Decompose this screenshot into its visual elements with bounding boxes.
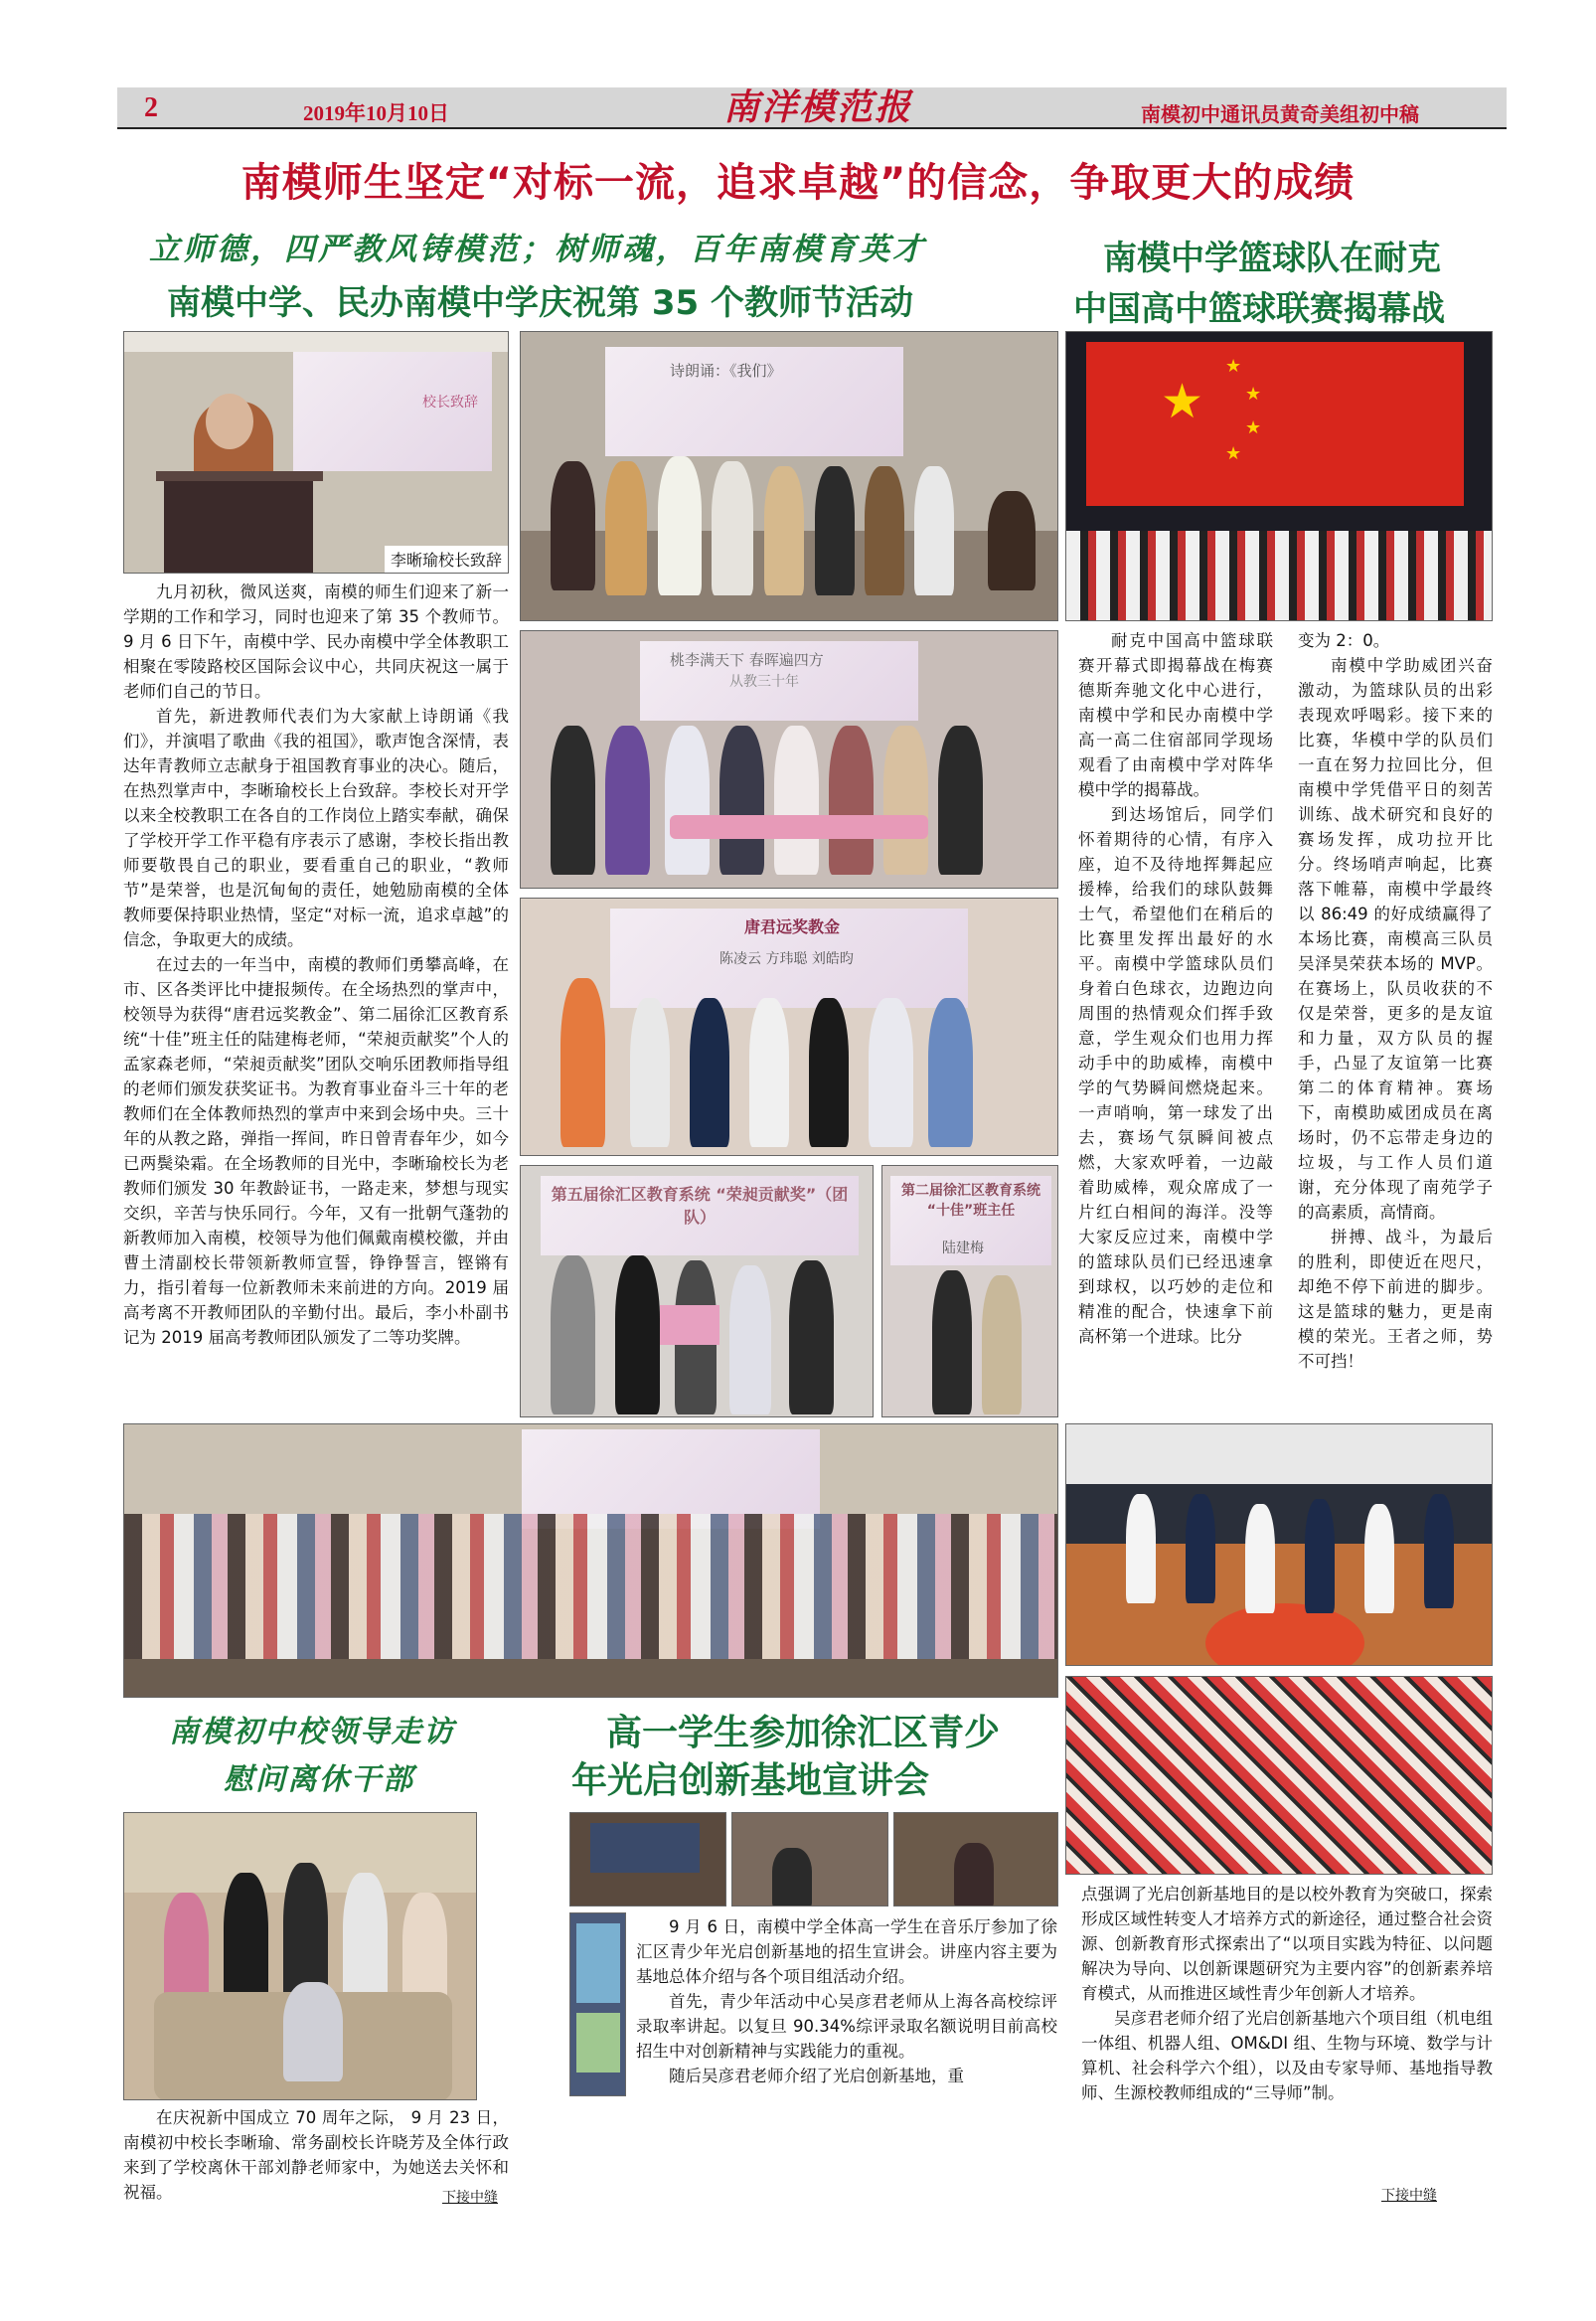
paragraph: 拼搏、战斗，为最后的胜利，即使近在咫尺，却绝不停下前进的脚步。这是篮球的魅力，更是南模的荣光。王者之师，势不可挡！ [1298,1228,1493,1371]
photo-screen-text: 桃李满天下 春晖遍四方 [670,651,824,669]
paragraph: 变为 2：0。 [1298,631,1390,650]
photo-poem-recital [520,331,1058,621]
paragraph: 9 月 6 日，南模中学全体高一学生在音乐厅参加了徐汇区青少年光启创新基地的招生宣讲会。讲座内容主要为基地总体介绍与各个项目组活动介绍。 [636,1917,1057,1986]
paragraph: 南模中学助威团兴奋激动，为篮球队员的出彩表现欢呼喝彩。接下来的比赛，华模中学的队员们一直在努力拉回比分，但南模中学凭借平日的刻苦训练、战术研究和良好的赛场发挥，成功拉开比分。终场哨声响起，比赛落下帷幕，南模中学最终以 86:49 的好成绩赢得了本场比赛，南模高三队员吴泽昊荣获本场的 MVP。在赛场上，队员收获的不仅是荣誉，更多的是友谊和力量，双方队员的握手，凸显了友谊第一比赛第二的体育精神。赛场下，南模助威团成员在离场时，仍不忘带走身边的垃圾，与工作人员们道谢，充分体现了南苑学子的高素质，高情商。 [1298,656,1493,1222]
article3-title-line1: 南模初中校领导走访 [169,1715,455,1749]
photo-basketball-flag: ★ ★ ★ ★ ★ [1065,331,1493,621]
article4-title-line2: 年光启创新基地宣讲会 [571,1760,930,1801]
photo-cheering-crowd [1065,1676,1493,1875]
photo-basketball-game [1065,1423,1493,1666]
article4-body [636,1914,1057,2088]
photo-screen-names: 陈凌云 方玮聪 刘皓昀 [719,951,854,967]
photo-screen-subtext: 从教三十年 [729,674,799,690]
main-headline: 南模师生坚定“对标一流，追求卓越”的信念，争取更大的成绩 [240,160,1356,206]
continued-link[interactable]: 下接中缝 [1381,2188,1437,2204]
photo-caption: 李晰瑜校长致辞 [385,546,508,573]
photo-lecture-3 [893,1812,1058,1907]
article2-col1 [1078,628,1273,1349]
issue-date: 2019年10月10日 [303,101,449,125]
photo-teachers-group [123,1423,1058,1698]
paragraph: 到达场馆后，同学们怀着期待的心情，有序入座，迫不及待地挥舞起应援棒，给我们的球队鼓舞士气，希望他们在稍后的比赛里发挥出最好的水平。南模中学篮球队员们身着白色球衣，边跑边向周围的热情观众们挥手致意，学生观众们也用力挥动手中的助威棒，南模中学的气势瞬间燃烧起来。一声哨响，第一球发了出去，赛场气氛瞬间被点燃，大家欢呼着，一边敲着助威棒，观众席成了一片红白相间的海洋。没等大家反应过来，南模中学的篮球队员们已经迅速拿到球权，以巧妙的走位和精准的配合，快速拿下前高杯第一个进球。比分 [1078,805,1273,1346]
photo-lecture-2 [731,1812,888,1907]
article2-col2 [1298,628,1493,1374]
photo-retired-cadre-visit [123,1812,477,2100]
photo-screen-text: 第五届徐汇区教育系统 “荣昶贡献奖”（团队） [551,1185,849,1227]
photo-screen-text: 唐君远奖教金 [744,917,841,936]
article3-title-line2: 慰问离休干部 [224,1762,414,1797]
photo-screen-text: 校长致辞 [422,395,478,411]
photo-screen-name: 陆建梅 [942,1241,984,1256]
paragraph: 耐克中国高中篮球联赛开幕式即揭幕战在梅赛德斯奔驰文化中心进行，南模中学和民办南模中学高一高二住宿部同学现场观看了由南模中学对阵华模中学的揭幕战。 [1078,631,1273,799]
paragraph: 在庆祝新中国成立 70 周年之际， 9 月 23 日，南模初中校长李晰瑜、常务副校长许晓芳及全体行政来到了学校离休干部刘静老师家中，为她送去关怀和祝福。 [123,2108,509,2202]
photo-principal-speech [123,331,509,574]
article2-title-line1: 南模中学篮球队在耐克 [1103,239,1441,278]
photo-screen-text: 诗朗诵：《我们》 [670,362,782,380]
photo-lecture-1 [569,1812,726,1907]
photo-ten-best-teacher [881,1165,1058,1417]
photo-thirty-years [520,630,1058,889]
header-credit: 南模初中通讯员黄奇美组初中稿 [1141,102,1419,126]
article4-title-line1: 高一学生参加徐汇区青少 [606,1713,1001,1753]
page-number: 2 [144,92,158,123]
article1-body [123,580,509,1350]
paragraph: 随后吴彦君老师介绍了光启创新基地，重 [669,2067,964,2085]
paragraph: 点强调了光启创新基地目的是以校外教育为突破口，探索形成区域性转变人才培养方式的新途径，通过整合社会资源、创新教育形式探索出了“以项目实践为特征、以问题解决为导向、以创新课题研究为主要内容”的创新素养培育模式，从而推进区域性青少年创新人才培养。 [1081,1885,1493,2003]
paragraph: 吴彦君老师介绍了光启创新基地六个项目组（机电组一体组、机器人组、OM&DI 组、生物与环境、数学与计算机、社会科学六个组），以及由专家导师、基地指导教师、生源校教师组成的“三导师”制。 [1081,2009,1493,2102]
photo-lecture-slide [569,1912,626,2096]
photo-rongchang-team [520,1165,874,1417]
paragraph: 首先，青少年活动中心吴彦君老师从上海各高校综评录取率讲起。以复旦 90.34%综评录取名额说明目前高校招生中对创新精神与实践能力的重视。 [636,1992,1057,2061]
paragraph: 九月初秋，微风送爽，南模的师生们迎来了新一学期的工作和学习，同时也迎来了第 35 个教师节。9 月 6 日下午，南模中学、民办南模中学全体教职工相聚在零陵路校区国际会议中心，共同庆祝这一属于老师们自己的节日。 [123,582,509,701]
article1-slogan: 立师德，四严教风铸模范；树师魂，百年南模育英才 [149,232,926,267]
paragraph: 在过去的一年当中，南模的教师们勇攀高峰，在市、区各类评比中捷报频传。在全场热烈的掌声中，校领导为获得“唐君远奖教金”、第二届徐汇区教育系统“十佳”班主任的陆建梅老师，“荣昶贡献奖”个人的孟家森老师，“荣昶贡献奖”团队交响乐团教师指导组的老师们颁发获奖证书。为教育事业奋斗三十年的老教师们在全体教师热烈的掌声中来到会场中央。三十年的从教之路，弹指一挥间，昨日曾青春年少，如今已两鬓染霜。在全场教师的目光中，李晰瑜校长为老教师们颁发 30 年教龄证书，一路走来，梦想与现实交织，辛苦与快乐同行。今年，又有一批朝气蓬勃的新教师加入南模，校领导为他们佩戴南模校徽，并由曹土清副校长带领新教师宣誓，铮铮誓言，铿锵有力，指引着每一位新教师未来前进的方向。2019 届高考离不开教师团队的辛勤付出。最后，李小朴副书记为 2019 届高考教师团队颁发了二等功奖牌。 [123,955,509,1347]
article1-title: 南模中学、民办南模中学庆祝第 35 个教师节活动 [167,283,913,323]
photo-tang-award [520,898,1058,1156]
photo-screen-text: 第二届徐汇区教育系统 “十佳”班主任 [901,1183,1040,1219]
article4-right-body [1081,1882,1493,2105]
paragraph: 首先，新进教师代表们为大家献上诗朗诵《我们》，并演唱了歌曲《我的祖国》，歌声饱含深情，表达年青教师立志献身于祖国教育事业的决心。随后，在热烈掌声中，李晰瑜校长上台致辞。李校长对开学以来全校教职工在各自的工作岗位上踏实奉献，确保了学校开学工作平稳有序表示了感谢，李校长指出教师要敬畏自己的职业，要看重自己的职业，“教师节”是荣誉，也是沉甸甸的责任，她勉励南模的全体教师要保持职业热情，坚定“对标一流，追求卓越”的信念，争取更大的成绩。 [123,707,509,949]
continued-link[interactable]: 下接中缝 [442,2190,498,2206]
newspaper-logo: 南洋模范报 [723,86,913,128]
article2-title-line2: 中国高中篮球联赛揭幕战 [1073,289,1445,329]
